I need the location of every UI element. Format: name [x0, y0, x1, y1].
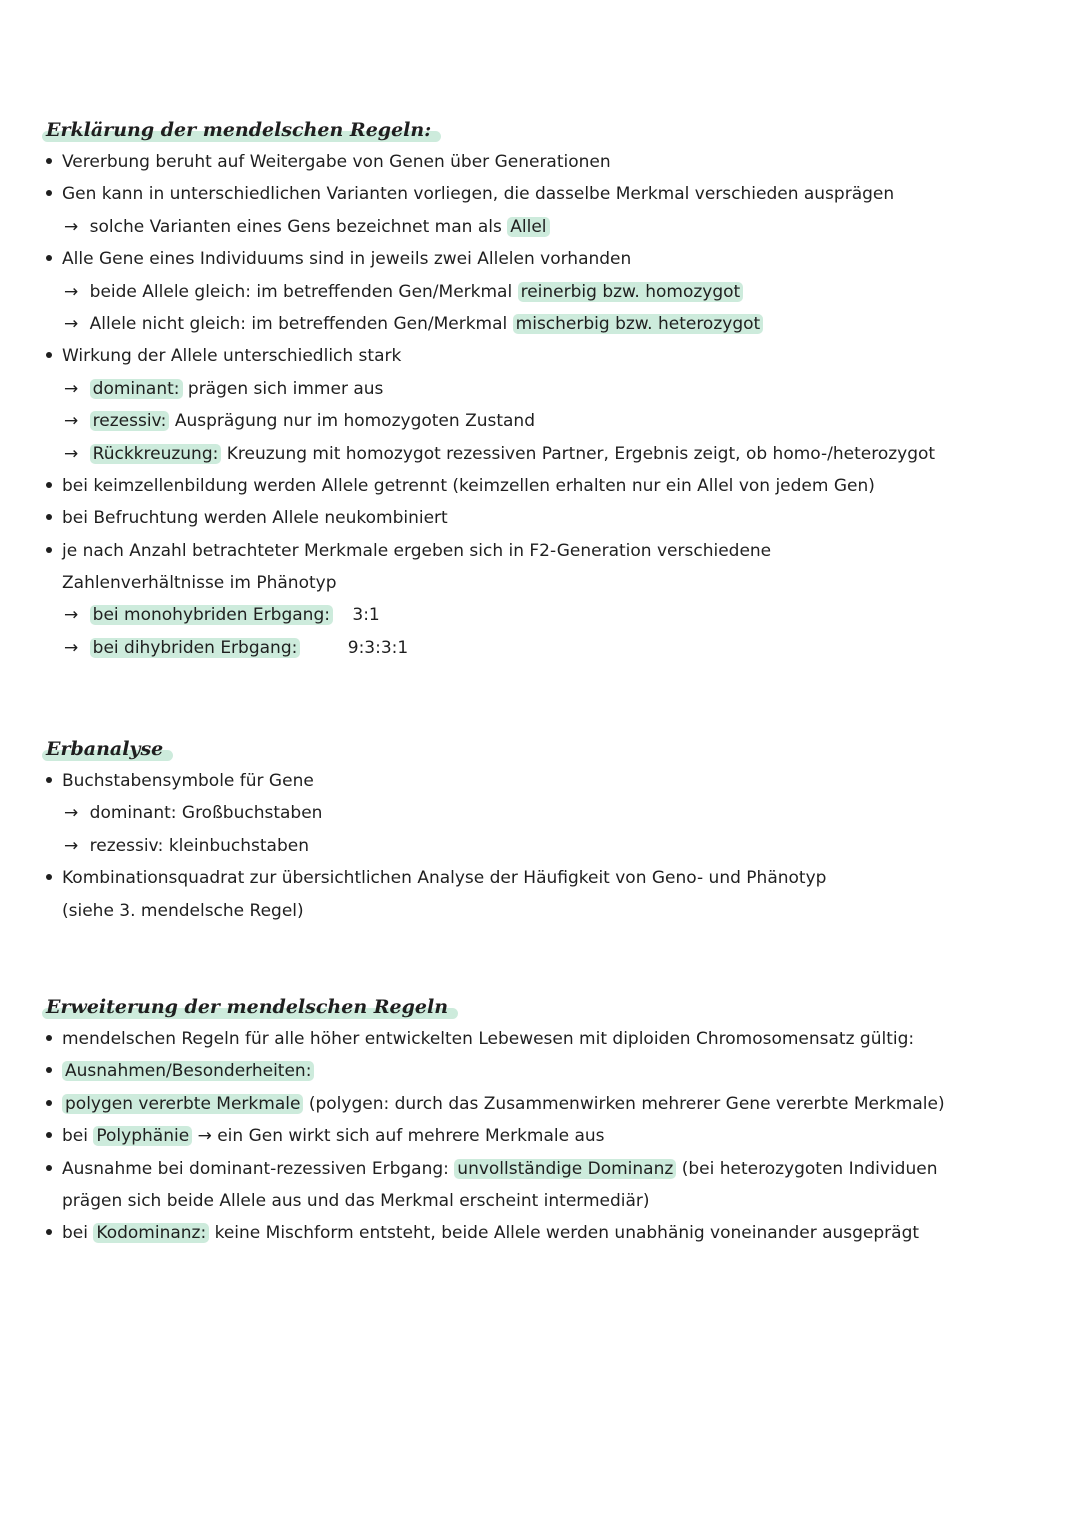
- arrow-icon: →: [64, 835, 79, 856]
- highlighted-term: Polyphänie: [93, 1126, 192, 1146]
- highlighted-term: bei monohybriden Erbgang:: [90, 605, 333, 625]
- line-text: prägen sich immer aus: [187, 378, 384, 399]
- ratio-value: 9:3:3:1: [347, 637, 409, 658]
- bullet-line: mendelschen Regeln für alle höher entwickelten Lebewesen mit diploiden Chromosomensatz gültig:: [42, 1023, 1072, 1055]
- heading-text: Erweiterung der mendelschen Regeln: [46, 996, 449, 1018]
- highlighted-term: mischerbig bzw. heterozygot: [513, 314, 764, 334]
- sub-line: [42, 632, 1072, 664]
- line-text: Ausnahme bei dominant-rezessiven Erbgang:: [62, 1158, 449, 1179]
- arrow-icon: →: [64, 605, 79, 626]
- bullet-line: [42, 1153, 1072, 1185]
- line-text: solche Varianten eines Gens bezeichnet man als: [89, 216, 502, 237]
- arrow-icon: →: [64, 378, 79, 399]
- bullet-line: Kombinationsquadrat zur übersichtlichen Analyse der Häufigkeit von Geno- und Phänotyp: [42, 862, 1072, 894]
- highlighted-term: bei dihybriden Erbgang:: [90, 638, 301, 658]
- bullet-line: [42, 1120, 1072, 1152]
- sub-line: [42, 211, 1072, 243]
- sub-line: [42, 797, 1072, 829]
- arrow-icon: →: [64, 216, 79, 237]
- line-text: → ein Gen wirkt sich auf mehrere Merkmale aus: [197, 1126, 605, 1147]
- section-mendel-explanation: [42, 114, 1072, 664]
- line-text: Kreuzung mit homozygot rezessiven Partner, Ergebnis zeigt, ob homo-/heterozygot: [226, 443, 936, 464]
- sub-line: [42, 599, 1072, 631]
- ratio-value: 3:1: [352, 605, 380, 626]
- sub-line: [42, 308, 1072, 340]
- bullet-line: Wirkung der Allele unterschiedlich stark: [42, 340, 1072, 372]
- arrow-icon: →: [64, 637, 79, 658]
- line-text: dominant: Großbuchstaben: [89, 803, 323, 824]
- sub-line: [42, 830, 1072, 862]
- bullet-line: Gen kann in unterschiedlichen Varianten vorliegen, die dasselbe Merkmal verschieden ausprägen: [42, 178, 1072, 210]
- continuation-line: (siehe 3. mendelsche Regel): [62, 900, 304, 921]
- bullet-line: bei Befruchtung werden Allele neukombiniert: [42, 502, 1072, 534]
- continuation-line: Zahlenverhältnisse im Phänotyp: [62, 573, 337, 594]
- line-text: bei: [62, 1126, 88, 1147]
- bullet-line: [42, 1055, 1072, 1087]
- arrow-icon: →: [64, 281, 79, 302]
- highlighted-term: reinerbig bzw. homozygot: [518, 282, 744, 302]
- sub-line: [42, 405, 1072, 437]
- line-text: beide Allele gleich: im betreffenden Gen/Merkmal: [89, 281, 513, 302]
- line-text: bei: [62, 1223, 88, 1244]
- highlighted-term: polygen vererbte Merkmale: [62, 1094, 303, 1114]
- section-heading: [42, 114, 435, 146]
- bullet-line: bei keimzellenbildung werden Allele getrennt (keimzellen erhalten nur ein Allel von jedem Gen): [42, 470, 1072, 502]
- highlighted-term: Allel: [507, 217, 549, 237]
- line-text: Ausprägung nur im homozygoten Zustand: [174, 411, 535, 432]
- sub-line: [42, 438, 1072, 470]
- bullet-line: je nach Anzahl betrachteter Merkmale ergeben sich in F2-Generation verschiedene: [42, 535, 1072, 567]
- section-heading: [42, 733, 167, 765]
- bullet-line: Vererbung beruht auf Weitergabe von Genen über Generationen: [42, 146, 1072, 178]
- bullet-line: Buchstabensymbole für Gene: [42, 765, 1072, 797]
- arrow-icon: →: [64, 411, 79, 432]
- arrow-icon: →: [64, 313, 79, 334]
- section-mendel-extension: [42, 991, 1072, 1250]
- line-text: (polygen: durch das Zusammenwirken mehrerer Gene vererbte Merkmale): [308, 1093, 945, 1114]
- highlighted-term: dominant:: [90, 379, 183, 399]
- highlighted-term: Ausnahmen/Besonderheiten:: [62, 1061, 314, 1081]
- line-text: rezessiv: kleinbuchstaben: [89, 835, 309, 856]
- highlighted-term: rezessiv:: [90, 411, 170, 431]
- section-heading: [42, 991, 452, 1023]
- line-text: Allele nicht gleich: im betreffenden Gen/Merkmal: [89, 313, 508, 334]
- highlighted-term: Rückkreuzung:: [90, 444, 222, 464]
- line-text: keine Mischform entsteht, beide Allele werden unabhänig voneinander ausgeprägt: [214, 1223, 920, 1244]
- bullet-line: [42, 1217, 1072, 1249]
- continuation-line: prägen sich beide Allele aus und das Merkmal erscheint intermediär): [62, 1190, 650, 1211]
- bullet-line: [42, 1088, 1072, 1120]
- highlighted-term: unvollständige Dominanz: [454, 1159, 676, 1179]
- arrow-icon: →: [64, 803, 79, 824]
- section-erbanalyse: [42, 733, 1072, 927]
- arrow-icon: →: [64, 443, 79, 464]
- bullet-line: Alle Gene eines Individuums sind in jeweils zwei Allelen vorhanden: [42, 243, 1072, 275]
- line-text: (bei heterozygoten Individuen: [681, 1158, 938, 1179]
- highlighted-term: Kodominanz:: [93, 1223, 209, 1243]
- heading-text: Erbanalyse: [46, 738, 164, 760]
- sub-line: [42, 373, 1072, 405]
- sub-line: [42, 276, 1072, 308]
- heading-text: Erklärung der mendelschen Regeln:: [46, 119, 432, 141]
